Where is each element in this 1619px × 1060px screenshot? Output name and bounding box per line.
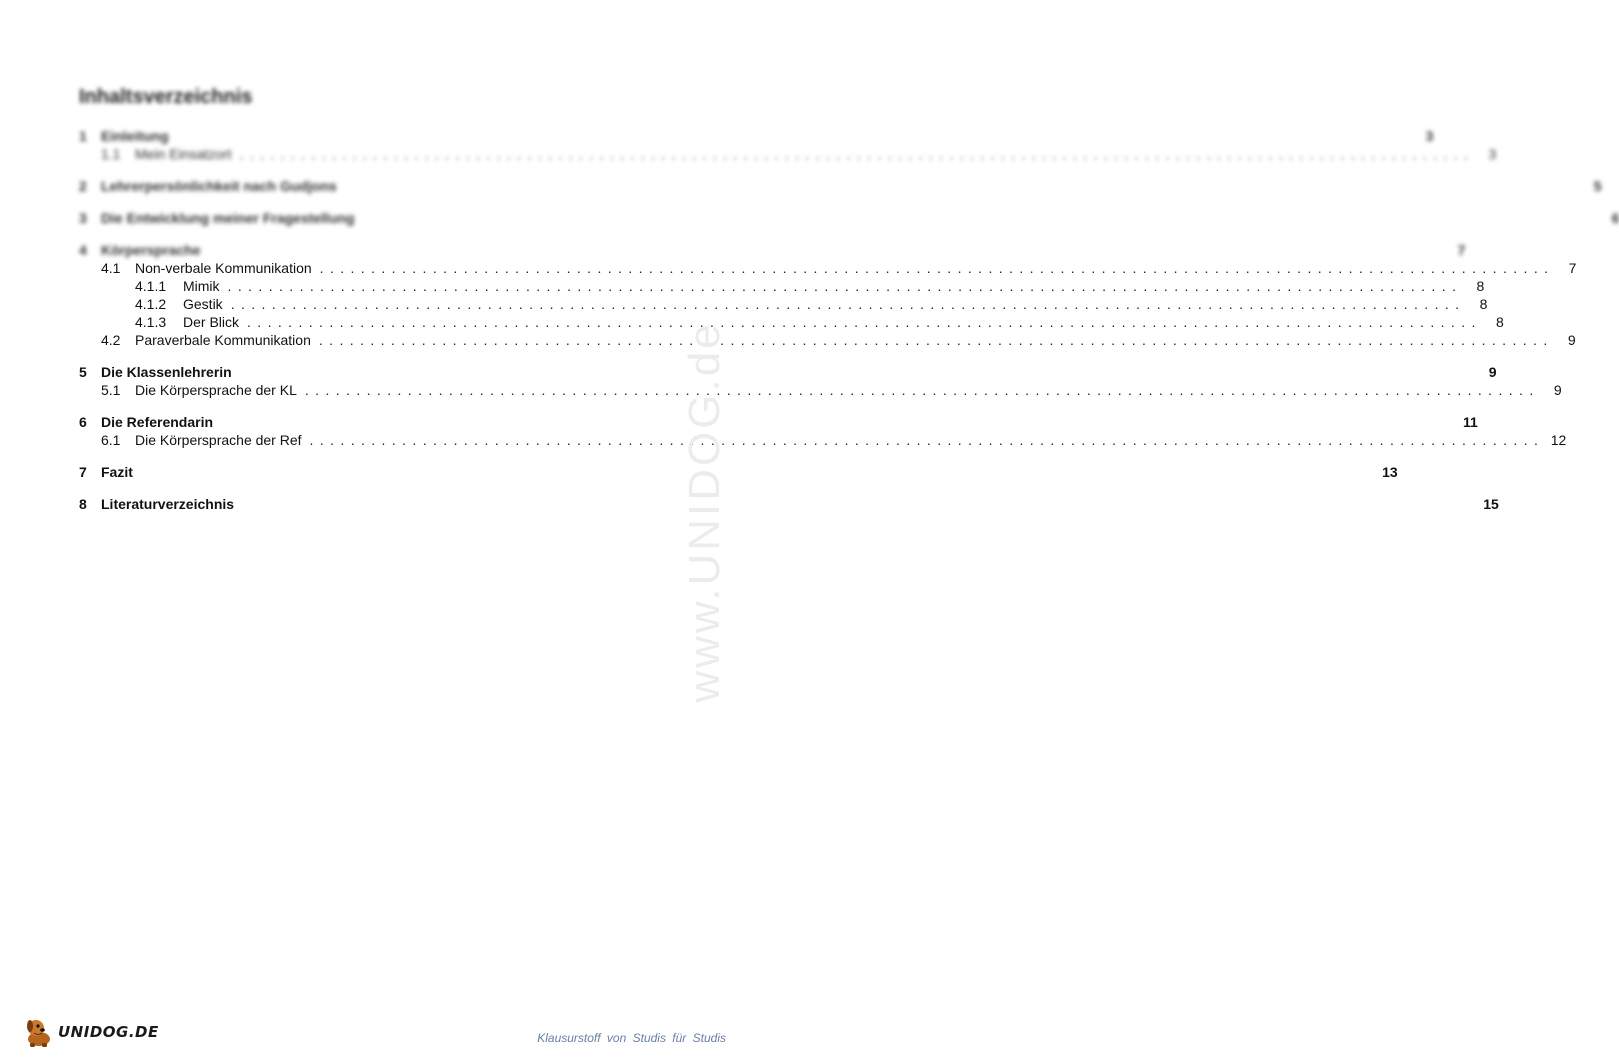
toc-entry-number: 1.1 xyxy=(101,146,121,162)
toc-dot-leader: ........................................................................................................................ xyxy=(318,332,1554,348)
toc-entry-label: Mein Einsatzort xyxy=(135,146,232,162)
toc-entry-number: 6.1 xyxy=(101,432,121,448)
toc-dot-leader: ........................................................................................................................ xyxy=(309,432,1545,448)
toc-entry-label: Non-verbale Kommunikation xyxy=(135,260,312,276)
toc-entry-page: 11 xyxy=(1463,414,1478,430)
toc-entry-label: Die Körpersprache der KL xyxy=(135,382,297,398)
toc-entry-number: 5.1 xyxy=(101,382,121,398)
toc-entry-number: 4.1 xyxy=(101,260,121,276)
toc-entry-page: 5 xyxy=(1593,178,1602,194)
toc-dot-leader: ........................................................................................................................ xyxy=(247,314,1482,330)
toc-entry-page: 3 xyxy=(1488,146,1497,162)
toc-entry[interactable] xyxy=(79,209,1619,227)
toc-entry-label: Fazit xyxy=(101,464,133,480)
toc-dot-leader: ........................................................................................................................ xyxy=(239,146,1475,162)
toc-entry-number: 4 xyxy=(79,242,87,258)
toc-dot-leader: ........................................................................................................................ xyxy=(227,278,1463,294)
toc-entry[interactable] xyxy=(79,381,1562,399)
toc-entry[interactable] xyxy=(79,177,1602,195)
toc-entry-label: Der Blick xyxy=(183,314,240,330)
toc-entry-number: 5 xyxy=(79,364,87,380)
toc-entry[interactable] xyxy=(79,363,1497,381)
toc-entry-number: 4.2 xyxy=(101,332,121,348)
toc-entry-number: 4.1.1 xyxy=(135,278,167,294)
toc-entry-number: 3 xyxy=(79,210,87,226)
toc-title: Inhaltsverzeichnis xyxy=(79,86,253,108)
toc-entry-page: 12 xyxy=(1550,432,1567,448)
toc-entry-label: Die Körpersprache der Ref xyxy=(135,432,302,448)
toc-entry-page: 7 xyxy=(1568,260,1577,276)
toc-entry-label: Einleitung xyxy=(101,128,169,144)
toc-entry-number: 4.1.3 xyxy=(135,314,167,330)
toc-entry-page: 9 xyxy=(1553,382,1562,398)
toc-entry-page: 8 xyxy=(1479,296,1488,312)
toc-entry[interactable] xyxy=(79,259,1577,277)
toc-entry-number: 4.1.2 xyxy=(135,296,167,312)
toc-entry[interactable] xyxy=(79,463,1398,481)
toc-entry-label: Gestik xyxy=(183,296,223,312)
toc-entry-label: Körpersprache xyxy=(101,242,201,258)
toc-entry-page: 9 xyxy=(1567,332,1576,348)
toc-entry-page: 9 xyxy=(1488,364,1497,380)
toc-entry-page: 8 xyxy=(1495,314,1504,330)
toc-entry-number: 7 xyxy=(79,464,87,480)
toc-entry-number: 8 xyxy=(79,496,87,512)
toc-entry-label: Paraverbale Kommunikation xyxy=(135,332,311,348)
toc-entry-page: 15 xyxy=(1483,496,1499,512)
logo-text: UNIDOG.DE xyxy=(58,1023,159,1041)
dog-logo-icon xyxy=(22,1015,56,1049)
toc-entry[interactable] xyxy=(79,431,1567,449)
toc-entry-label: Die Entwicklung meiner Fragestellung xyxy=(101,210,355,226)
toc-entry[interactable] xyxy=(79,413,1478,431)
toc-entry-number: 6 xyxy=(79,414,87,430)
toc-entry[interactable] xyxy=(79,277,1485,295)
toc-dot-leader: ........................................................................................................................ xyxy=(319,260,1555,276)
toc-entry-label: Literaturverzeichnis xyxy=(101,496,235,512)
watermark: www.UNIDOG.de xyxy=(680,321,729,703)
toc-dot-leader: ........................................................................................................................ xyxy=(230,296,1466,312)
toc-dot-leader: ........................................................................................................................ xyxy=(304,382,1540,398)
toc-entry-label: Die Klassenlehrerin xyxy=(101,364,232,380)
toc-entry[interactable] xyxy=(79,295,1488,313)
footer-slogan: Klausurstoff von Studis für Studis xyxy=(537,1031,726,1045)
toc-entry-page: 3 xyxy=(1425,128,1434,144)
toc-entry-label: Mimik xyxy=(183,278,220,294)
toc-entry[interactable] xyxy=(79,145,1497,163)
toc-entry-label: Die Referendarin xyxy=(101,414,214,430)
unidog-logo[interactable] xyxy=(22,1015,159,1049)
toc-entry-page: 13 xyxy=(1382,464,1398,480)
toc-entry-page: 7 xyxy=(1457,242,1466,258)
toc-entry[interactable] xyxy=(79,241,1466,259)
toc-entry-page: 8 xyxy=(1476,278,1485,294)
toc-entry[interactable] xyxy=(79,313,1504,331)
toc-entry-number: 1 xyxy=(79,128,87,144)
toc-entry[interactable] xyxy=(79,495,1499,513)
toc-entry-label: Lehrerpersönlichkeit nach Gudjons xyxy=(101,178,337,194)
toc-entry[interactable] xyxy=(79,331,1576,349)
toc-entry-number: 2 xyxy=(79,178,87,194)
toc-entry[interactable] xyxy=(79,127,1434,145)
toc-entry-page: 6 xyxy=(1611,210,1619,226)
